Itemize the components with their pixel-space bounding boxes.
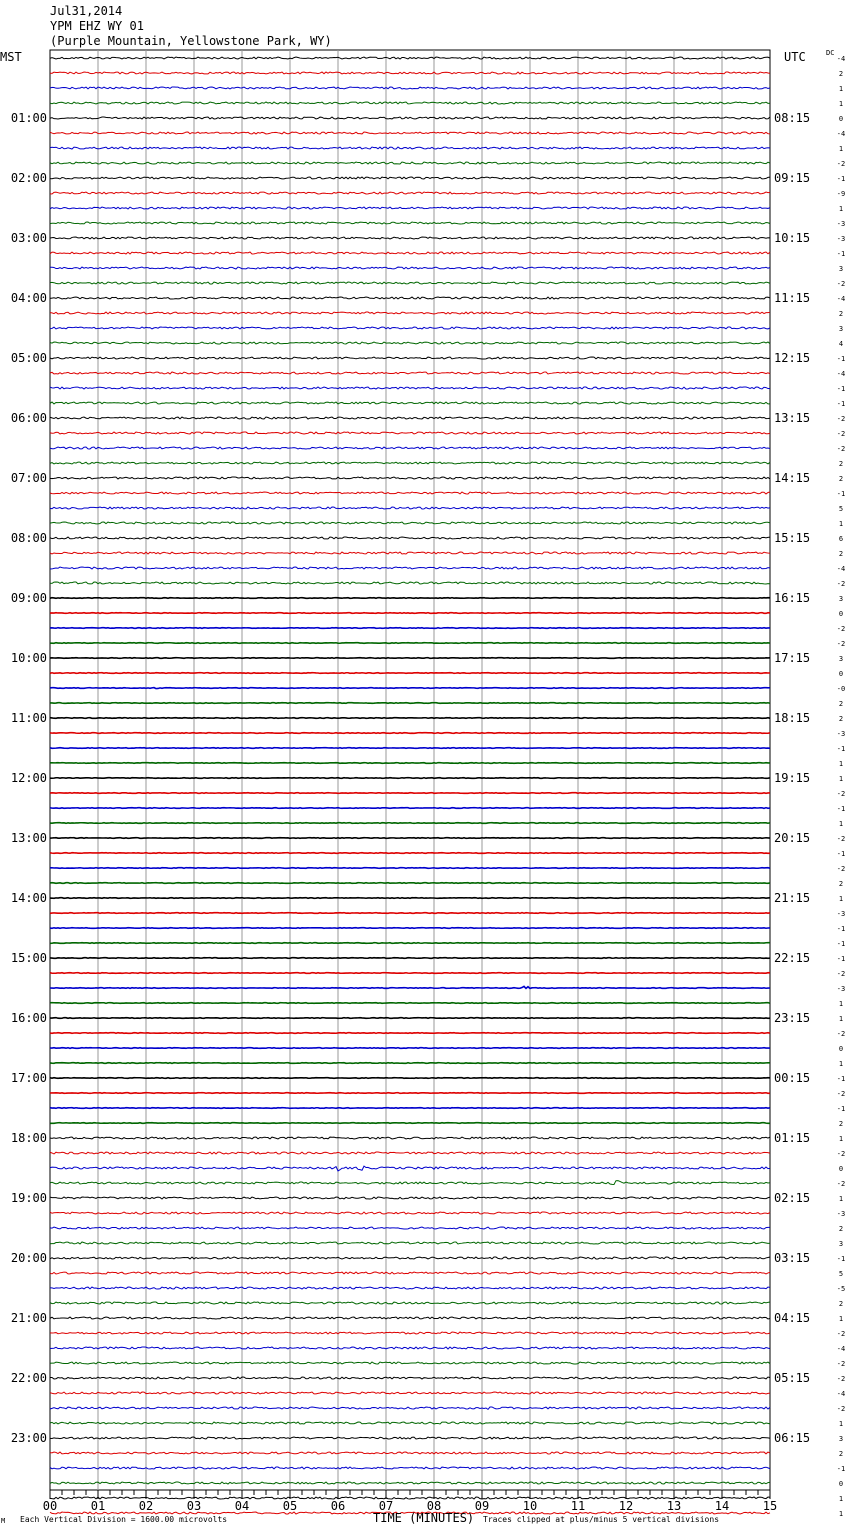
dc-offset-label: 3 <box>838 265 844 273</box>
trace-line <box>50 1422 770 1424</box>
trace-line <box>50 162 770 164</box>
trace-line <box>50 192 770 194</box>
trace-line <box>50 447 770 449</box>
left-hour-label: 21:00 <box>10 1311 47 1325</box>
dc-offset-label: 2 <box>838 460 844 468</box>
trace-line <box>50 883 770 884</box>
right-hour-label: 19:15 <box>774 771 811 785</box>
left-hour-label: 08:00 <box>10 531 47 545</box>
dc-offset-label: 1 <box>838 1495 844 1503</box>
right-hour-label: 00:15 <box>774 1071 811 1085</box>
left-hour-label: 16:00 <box>10 1011 47 1025</box>
clip-note: Traces clipped at plus/minus 5 vertical divisions <box>483 1515 720 1524</box>
dc-offset-label: 0 <box>838 1480 844 1488</box>
dc-offset-label: 3 <box>838 655 844 663</box>
dc-offset-label: 1 <box>838 1420 844 1428</box>
trace-line <box>50 582 770 584</box>
trace-line <box>50 1212 770 1214</box>
trace-line <box>50 357 770 359</box>
trace-line <box>50 913 770 914</box>
right-hour-label: 14:15 <box>774 471 811 485</box>
x-tick-label: 02 <box>138 1499 154 1513</box>
trace-line <box>50 1033 770 1034</box>
left-hour-label: 02:00 <box>10 171 47 185</box>
dc-offset-label: -1 <box>836 385 846 393</box>
trace-line <box>50 1152 770 1154</box>
dc-offset-label: -2 <box>836 1150 846 1158</box>
trace-line <box>50 1063 770 1064</box>
trace-line <box>50 1257 770 1259</box>
dc-offset-label: 3 <box>838 325 844 333</box>
location-label: (Purple Mountain, Yellowstone Park, WY) <box>50 34 332 48</box>
trace-line <box>50 763 770 764</box>
right-hour-label: 16:15 <box>774 591 811 605</box>
right-hour-label: 09:15 <box>774 171 811 185</box>
dc-offset-label: 1 <box>838 775 844 783</box>
dc-offset-label: 3 <box>838 1240 844 1248</box>
trace-line <box>50 1377 770 1379</box>
trace-line <box>50 1317 770 1319</box>
left-hour-label: 20:00 <box>10 1251 47 1265</box>
dc-offset-label: -1 <box>836 940 846 948</box>
dc-offset-label: -1 <box>836 1465 846 1473</box>
dc-offset-label: -1 <box>836 175 846 183</box>
trace-line <box>50 703 770 704</box>
trace-line <box>50 688 770 689</box>
dc-offset-label: 2 <box>838 715 844 723</box>
trace-line <box>50 1166 770 1171</box>
trace-line <box>50 823 770 824</box>
trace-line <box>50 552 770 554</box>
trace-line <box>50 432 770 434</box>
trace-line <box>50 1497 770 1499</box>
left-hour-label: 05:00 <box>10 351 47 365</box>
dc-offset-label: -2 <box>836 445 846 453</box>
trace-line <box>50 342 770 344</box>
dc-offset-label: -1 <box>836 400 846 408</box>
dc-offset-label: -2 <box>836 280 846 288</box>
dc-offset-label: -2 <box>836 1375 846 1383</box>
trace-line <box>50 117 770 119</box>
x-tick-label: 07 <box>378 1499 394 1513</box>
trace-line <box>50 477 770 479</box>
x-axis-label: TIME (MINUTES) <box>373 1511 475 1525</box>
left-hour-label: 18:00 <box>10 1131 47 1145</box>
dc-offset-label: -4 <box>836 565 846 573</box>
x-tick-label: 13 <box>666 1499 682 1513</box>
left-hour-label: 03:00 <box>10 231 47 245</box>
trace-line <box>50 282 770 284</box>
trace-line <box>50 1302 770 1304</box>
dc-offset-label: -4 <box>836 130 846 138</box>
trace-line <box>50 1093 770 1094</box>
left-hour-label: 04:00 <box>10 291 47 305</box>
dc-offset-label: 1 <box>838 520 844 528</box>
dc-offset-label: -4 <box>836 295 846 303</box>
trace-line <box>50 598 770 599</box>
x-tick-label: 03 <box>186 1499 202 1513</box>
trace-line <box>50 1362 770 1364</box>
date-label: Jul31,2014 <box>50 4 123 18</box>
trace-line <box>50 838 770 839</box>
dc-offset-label: -1 <box>836 355 846 363</box>
trace-line <box>50 87 770 89</box>
left-hour-label: 17:00 <box>10 1071 47 1085</box>
x-tick-label: 01 <box>90 1499 106 1513</box>
x-tick-label: 15 <box>762 1499 778 1513</box>
trace-line <box>50 853 770 854</box>
dc-offset-label: -2 <box>836 865 846 873</box>
dc-offset-label: 2 <box>838 1450 844 1458</box>
dc-offset-label: -3 <box>836 220 846 228</box>
trace-line <box>50 417 770 419</box>
dc-offset-label: -2 <box>836 415 846 423</box>
trace-line <box>50 1272 770 1274</box>
left-hour-label: 07:00 <box>10 471 47 485</box>
dc-offset-label: 3 <box>838 595 844 603</box>
trace-line <box>50 102 770 104</box>
trace-line <box>50 147 770 149</box>
dc-offset-label: -2 <box>836 1360 846 1368</box>
dc-offset-label: 5 <box>838 505 844 513</box>
dc-offset-label: -3 <box>836 910 846 918</box>
dc-offset-label: -4 <box>836 1345 846 1353</box>
trace-line <box>50 718 770 719</box>
dc-offset-label: 0 <box>838 670 844 678</box>
trace-line <box>50 132 770 134</box>
dc-offset-label: -4 <box>836 55 846 63</box>
dc-offset-label: -9 <box>836 190 846 198</box>
trace-line <box>50 1018 770 1019</box>
dc-offset-label: -3 <box>836 985 846 993</box>
dc-offset-label: -1 <box>836 1255 846 1263</box>
dc-offset-label: -2 <box>836 970 846 978</box>
dc-offset-label: -2 <box>836 1405 846 1413</box>
dc-offset-label: -2 <box>836 1330 846 1338</box>
dc-offset-label: 2 <box>838 1300 844 1308</box>
trace-line <box>50 973 770 974</box>
left-timezone-label: MST <box>0 50 22 64</box>
trace-line <box>50 312 770 314</box>
dc-offset-label: -1 <box>836 490 846 498</box>
dc-offset-label: -0 <box>836 685 846 693</box>
trace-line <box>50 733 770 734</box>
left-hour-label: 11:00 <box>10 711 47 725</box>
dc-offset-label: 2 <box>838 1225 844 1233</box>
trace-line <box>50 387 770 389</box>
trace-line <box>50 1227 770 1229</box>
dc-offset-label: 1 <box>838 895 844 903</box>
dc-offset-label: -4 <box>836 1390 846 1398</box>
trace-line <box>50 1003 770 1004</box>
right-hour-label: 02:15 <box>774 1191 811 1205</box>
dc-offset-label: -3 <box>836 730 846 738</box>
trace-line <box>50 537 770 539</box>
trace-line <box>50 1048 770 1049</box>
dc-offset-label: 2 <box>838 310 844 318</box>
dc-offset-label: 1 <box>838 1315 844 1323</box>
x-tick-label: 12 <box>618 1499 634 1513</box>
dc-offset-label: 5 <box>838 1270 844 1278</box>
dc-offset-label: -1 <box>836 925 846 933</box>
right-hour-label: 21:15 <box>774 891 811 905</box>
left-hour-label: 10:00 <box>10 651 47 665</box>
left-hour-label: 14:00 <box>10 891 47 905</box>
trace-line <box>50 1437 770 1439</box>
dc-offset-label: 1 <box>838 1135 844 1143</box>
x-tick-label: 09 <box>474 1499 490 1513</box>
trace-line <box>50 628 770 629</box>
trace-line <box>50 327 770 329</box>
trace-line <box>50 986 770 988</box>
trace-line <box>50 1242 770 1244</box>
trace-line <box>50 1347 770 1349</box>
station-label: YPM EHZ WY 01 <box>50 19 144 33</box>
trace-line <box>50 207 770 209</box>
dc-offset-label: 1 <box>838 145 844 153</box>
dc-offset-label: -2 <box>836 835 846 843</box>
dc-offset-label: 0 <box>838 1045 844 1053</box>
dc-offset-label: -2 <box>836 430 846 438</box>
right-hour-label: 13:15 <box>774 411 811 425</box>
trace-line <box>50 492 770 494</box>
dc-offset-label: 1 <box>838 820 844 828</box>
dc-offset-label: 2 <box>838 1120 844 1128</box>
dc-offset-label: 6 <box>838 535 844 543</box>
right-hour-label: 04:15 <box>774 1311 811 1325</box>
left-hour-label: 15:00 <box>10 951 47 965</box>
dc-offset-label: 1 <box>838 1000 844 1008</box>
trace-line <box>50 237 770 239</box>
trace-line <box>50 507 770 509</box>
right-hour-label: 22:15 <box>774 951 811 965</box>
left-hour-label: 12:00 <box>10 771 47 785</box>
dc-offset-label: 1 <box>838 760 844 768</box>
right-hour-label: 15:15 <box>774 531 811 545</box>
trace-line <box>50 1078 770 1079</box>
trace-line <box>50 1392 770 1394</box>
trace-line <box>50 1407 770 1409</box>
trace-line <box>50 943 770 944</box>
dc-offset-label: -1 <box>836 805 846 813</box>
dc-offset-label: -2 <box>836 790 846 798</box>
dc-offset-label: 2 <box>838 550 844 558</box>
x-tick-label: 00 <box>42 1499 58 1513</box>
trace-line <box>50 72 770 74</box>
dc-offset-label: 0 <box>838 1165 844 1173</box>
dc-label: DC <box>826 49 835 57</box>
right-hour-label: 08:15 <box>774 111 811 125</box>
right-hour-label: 11:15 <box>774 291 811 305</box>
dc-offset-label: 4 <box>838 340 844 348</box>
right-hour-label: 23:15 <box>774 1011 811 1025</box>
trace-line <box>50 643 770 644</box>
trace-line <box>50 372 770 374</box>
dc-offset-label: 3 <box>838 1435 844 1443</box>
trace-line <box>50 778 770 779</box>
dc-offset-label: -1 <box>836 955 846 963</box>
dc-offset-label: -2 <box>836 1090 846 1098</box>
trace-line <box>50 1123 770 1124</box>
dc-offset-label: -1 <box>836 1105 846 1113</box>
trace-line <box>50 958 770 959</box>
dc-offset-label: -2 <box>836 580 846 588</box>
dc-offset-label: 1 <box>838 1015 844 1023</box>
trace-line <box>50 868 770 869</box>
x-tick-label: 04 <box>234 1499 250 1513</box>
trace-line <box>50 297 770 299</box>
dc-offset-label: -2 <box>836 625 846 633</box>
dc-offset-label: 1 <box>838 100 844 108</box>
trace-line <box>50 57 770 59</box>
dc-offset-label: 1 <box>838 1510 844 1518</box>
dc-offset-label: -2 <box>836 1030 846 1038</box>
left-hour-label: 23:00 <box>10 1431 47 1445</box>
dc-offset-label: -2 <box>836 1180 846 1188</box>
left-hour-label: 22:00 <box>10 1371 47 1385</box>
trace-line <box>50 613 770 614</box>
right-hour-label: 05:15 <box>774 1371 811 1385</box>
dc-offset-label: 0 <box>838 610 844 618</box>
x-tick-label: 11 <box>570 1499 586 1513</box>
dc-offset-label: -1 <box>836 250 846 258</box>
dc-offset-label: -5 <box>836 1285 846 1293</box>
dc-offset-label: 2 <box>838 880 844 888</box>
dc-offset-label: -3 <box>836 1210 846 1218</box>
trace-line <box>50 1482 770 1484</box>
x-tick-label: 14 <box>714 1499 730 1513</box>
right-hour-label: 17:15 <box>774 651 811 665</box>
trace-line <box>50 1467 770 1469</box>
x-tick-label: 05 <box>282 1499 298 1513</box>
trace-line <box>50 928 770 929</box>
trace-line <box>50 1452 770 1454</box>
trace-line <box>50 793 770 794</box>
dc-offset-label: -1 <box>836 1075 846 1083</box>
trace-line <box>50 898 770 899</box>
dc-offset-label: -1 <box>836 745 846 753</box>
dc-offset-label: 2 <box>838 700 844 708</box>
dc-offset-label: -2 <box>836 160 846 168</box>
trace-line <box>50 658 770 659</box>
trace-line <box>50 748 770 749</box>
dc-offset-label: -3 <box>836 235 846 243</box>
trace-line <box>50 808 770 809</box>
trace-line <box>50 1197 770 1199</box>
right-timezone-label: UTC <box>784 50 806 64</box>
right-hour-label: 20:15 <box>774 831 811 845</box>
right-hour-label: 10:15 <box>774 231 811 245</box>
trace-line <box>50 673 770 674</box>
dc-offset-label: -1 <box>836 850 846 858</box>
scale-note: Each Vertical Division = 1600.00 microvolts <box>20 1515 228 1524</box>
trace-line <box>50 1287 770 1289</box>
trace-line <box>50 402 770 404</box>
right-hour-label: 12:15 <box>774 351 811 365</box>
right-hour-label: 01:15 <box>774 1131 811 1145</box>
trace-line <box>50 462 770 464</box>
trace-line <box>50 522 770 524</box>
trace-line <box>50 267 770 269</box>
trace-line <box>50 1108 770 1109</box>
trace-line <box>50 177 770 179</box>
trace-line <box>50 252 770 254</box>
trace-line <box>50 1332 770 1334</box>
dc-offset-label: 1 <box>838 205 844 213</box>
trace-line <box>50 567 770 569</box>
dc-offset-label: 1 <box>838 1060 844 1068</box>
left-hour-label: 06:00 <box>10 411 47 425</box>
right-hour-label: 06:15 <box>774 1431 811 1445</box>
corner-mark: M <box>1 1517 6 1525</box>
left-hour-label: 13:00 <box>10 831 47 845</box>
left-hour-label: 19:00 <box>10 1191 47 1205</box>
dc-offset-label: -4 <box>836 370 846 378</box>
x-tick-label: 08 <box>426 1499 442 1513</box>
dc-offset-label: 1 <box>838 1195 844 1203</box>
dc-offset-label: 2 <box>838 475 844 483</box>
dc-offset-label: -2 <box>836 640 846 648</box>
dc-offset-label: 1 <box>838 85 844 93</box>
trace-line <box>50 1181 770 1185</box>
left-hour-label: 01:00 <box>10 111 47 125</box>
dc-offset-label: 0 <box>838 115 844 123</box>
right-hour-label: 03:15 <box>774 1251 811 1265</box>
trace-line <box>50 1137 770 1139</box>
dc-offset-label: 2 <box>838 70 844 78</box>
x-tick-label: 06 <box>330 1499 346 1513</box>
right-hour-label: 18:15 <box>774 711 811 725</box>
trace-line <box>50 222 770 224</box>
left-hour-label: 09:00 <box>10 591 47 605</box>
x-tick-label: 10 <box>522 1499 538 1513</box>
